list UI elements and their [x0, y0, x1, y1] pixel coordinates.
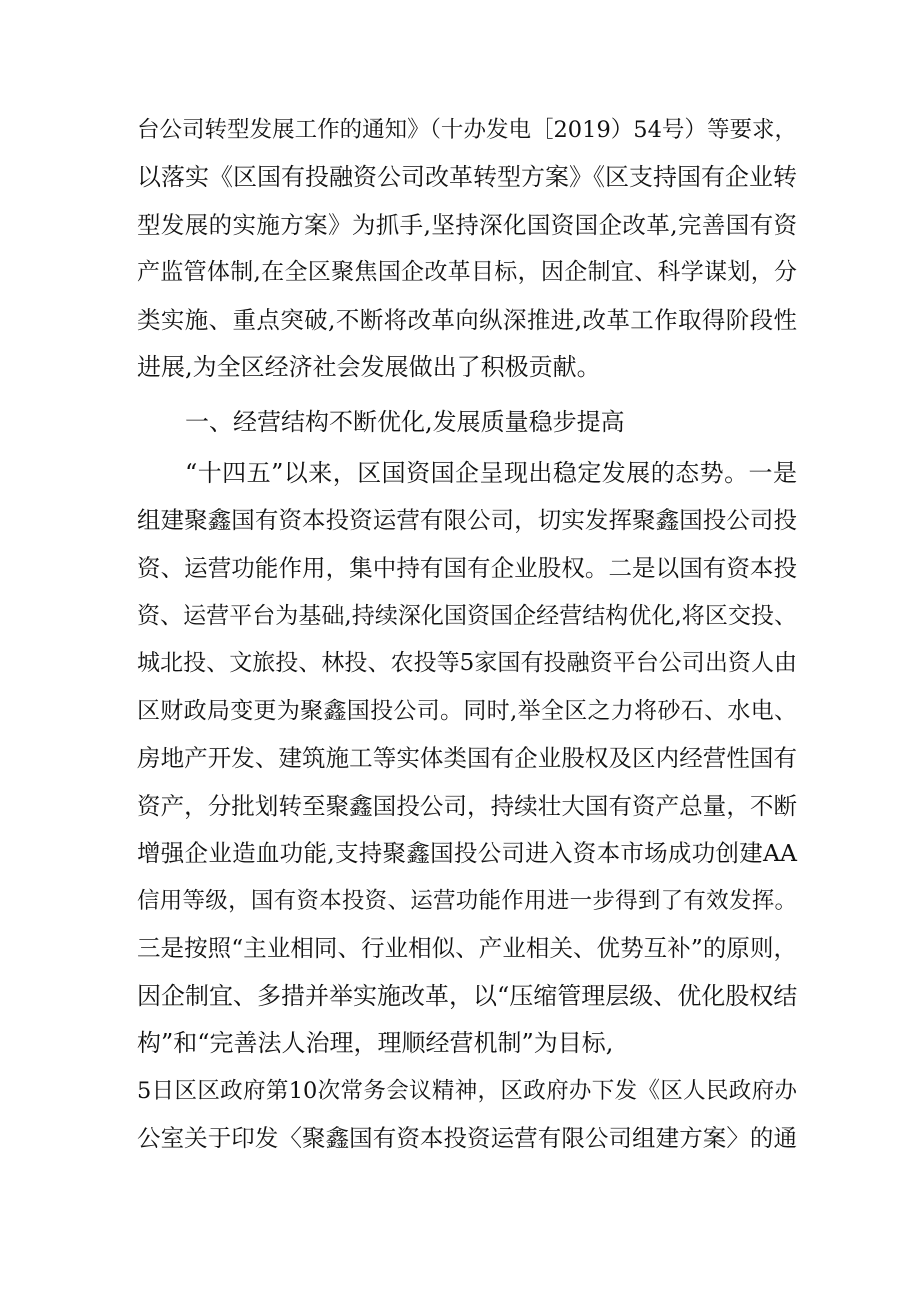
- section-heading: 一、经营结构不断优化,发展质量稳步提高: [185, 408, 625, 436]
- paragraph-line: 资、运营平台为基础,持续深化国资国企经营结构优化,将区交投、: [137, 603, 797, 629]
- paragraph-line: 产监管体制,在全区聚焦国企改革目标，因企制宜、科学谋划，分: [137, 259, 797, 285]
- paragraph-line: 组建聚鑫国有资本投资运营有限公司，切实发挥聚鑫国投公司投: [137, 506, 797, 534]
- paragraph-line: 房地产开发、建筑施工等实体类国有企业股权及区内经营性国有: [137, 744, 797, 772]
- paragraph-line: “十四五”以来，区国资国企呈现出稳定发展的态势。一是: [185, 459, 797, 487]
- paragraph-line: 以落实《区国有投融资公司改革转型方案》《区支持国有企业转: [137, 163, 797, 191]
- paragraph-line: 增强企业造血功能,支持聚鑫国投公司进入资本市场成功创建AA: [137, 839, 797, 867]
- paragraph-line: 5日区区政府第10次常务会议精神，区政府办下发《区人民政府办: [137, 1078, 797, 1104]
- paragraph-line: 进展,为全区经济社会发展做出了积极贡献。: [137, 353, 601, 381]
- paragraph-line: 资、运营功能作用，集中持有国有企业股权。二是以国有资本投: [137, 554, 797, 582]
- paragraph-line: 因企制宜、多措并举实施改革，以“压缩管理层级、优化股权结: [137, 982, 798, 1010]
- paragraph-line: 类实施、重点突破,不断将改革向纵深推进,改革工作取得阶段性: [137, 306, 797, 334]
- paragraph-line: 公室关于印发〈聚鑫国有资本投资运营有限公司组建方案〉的通: [137, 1124, 797, 1152]
- paragraph-line: 城北投、文旅投、林投、农投等5家国有投融资平台公司出资人由: [137, 650, 797, 676]
- paragraph-line: 型发展的实施方案》为抓手,坚持深化国资国企改革,完善国有资: [137, 211, 797, 239]
- paragraph-line: 信用等级，国有资本投资、运营功能作用进一步得到了有效发挥。: [137, 888, 797, 914]
- paragraph-line: 资产，分批划转至聚鑫国投公司，持续壮大国有资产总量，不断: [137, 792, 797, 820]
- paragraph-line: 区财政局变更为聚鑫国投公司。同时,举全区之力将砂石、水电、: [137, 698, 797, 724]
- paragraph-line: 构”和“完善法人治理，理顺经营机制”为目标,: [137, 1029, 614, 1057]
- paragraph-line: 台公司转型发展工作的通知》（十办发电［2019）54号）等要求，: [137, 117, 797, 143]
- paragraph-line: 三是按照“主业相同、行业相似、产业相关、优势互补”的原则，: [137, 934, 797, 962]
